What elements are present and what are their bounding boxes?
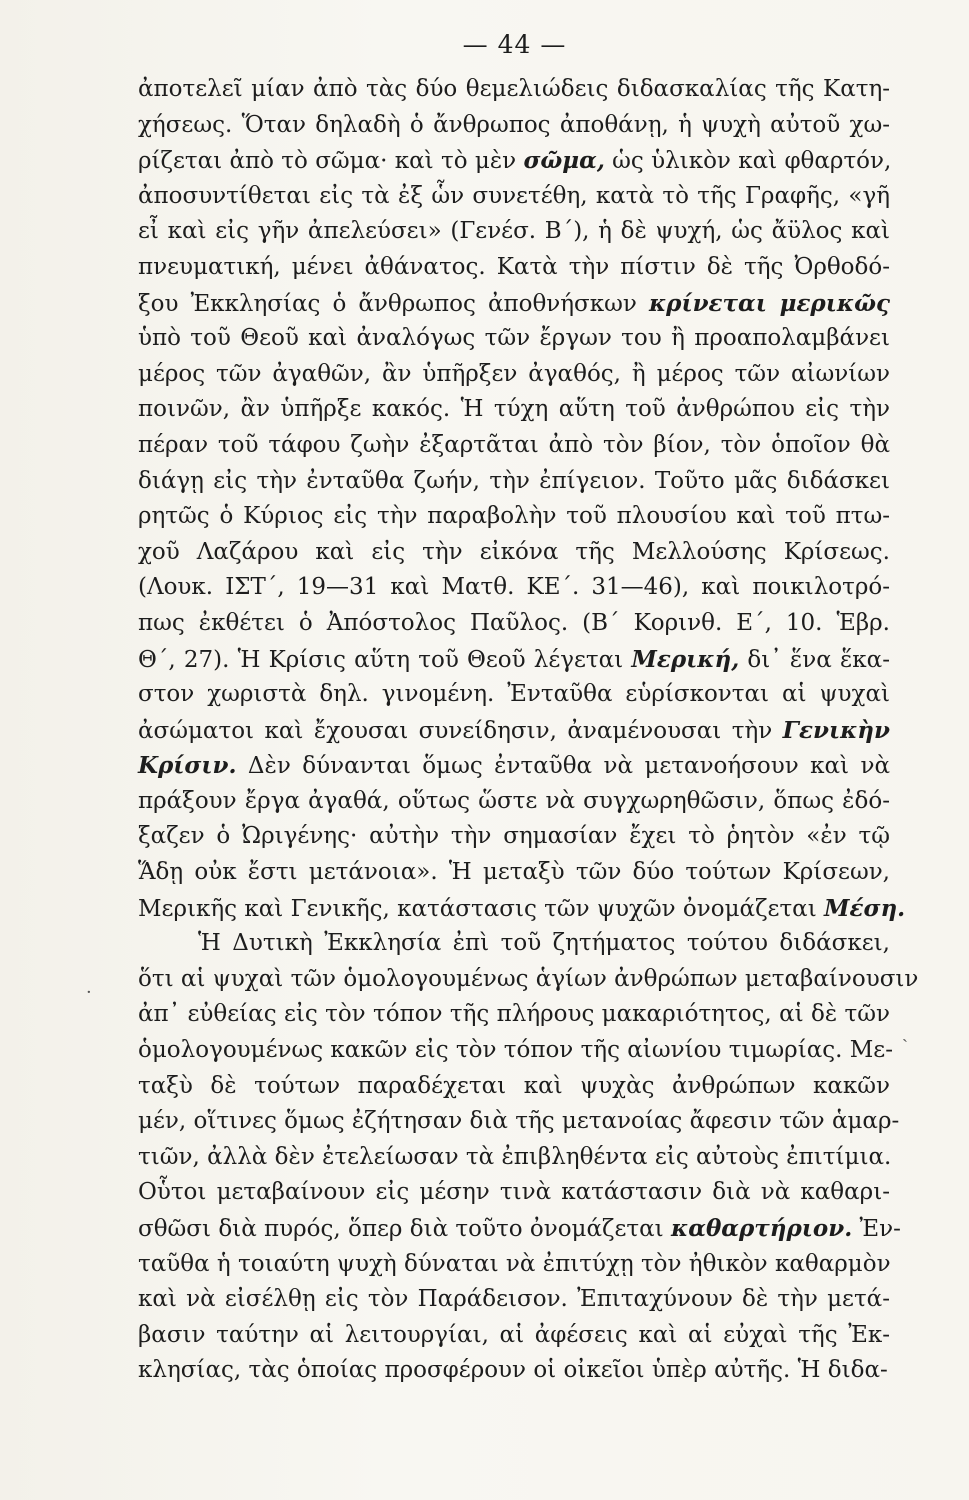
text-run: ἀπ᾿ εὐθείας εἰς τὸν τόπον τῆς πλήρους μακαριότητος, αἱ δὲ τῶν — [138, 1001, 890, 1028]
text-line — [138, 1140, 890, 1176]
text-run: ρητῶς ὁ Κύριος εἰς τὴν παραβολὴν τοῦ πλουσίου καὶ τοῦ πτω- — [138, 503, 890, 530]
text-run: εἶ καὶ εἰς γῆν ἀπελεύσει» (Γενέσ. Β΄), ἡ δὲ ψυχή, ὡς ἄϋλος καὶ — [138, 218, 890, 245]
text-run: Θ΄, 27). Ἡ Κρίσις αὕτη τοῦ Θεοῦ λέγεται — [138, 646, 632, 673]
text-run: κλησίας, τὰς ὁποίας προσφέρουν οἱ οἰκεῖοι ὑπὲρ αὐτῆς. Ἡ διδα- — [138, 1357, 888, 1384]
text-run: στον χωριστὰ δηλ. γινομένη. Ἐνταῦθα εὑρίσκονται αἱ ψυχαὶ — [138, 681, 890, 708]
text-run: ξου Ἐκκλησίας ὁ ἄνθρωπος ἀποθνήσκων — [138, 290, 649, 317]
text-run: Ἐν- — [852, 1216, 901, 1242]
text-run: Ἅδῃ οὐκ ἔστι μετάνοια». Ἡ μεταξὺ τῶν δύο τούτων Κρίσεων, — [138, 859, 890, 886]
text-run: ὅτι αἱ ψυχαὶ τῶν ὁμολογουμένως ἁγίων ἀνθρώπων μεταβαίνουσιν — [138, 965, 919, 992]
text-line — [138, 1069, 890, 1105]
emphasized-term: Μέση. — [824, 894, 906, 922]
text-run: πνευματική, μένει ἀθάνατος. Κατὰ τὴν πίστιν δὲ τῆς Ὀρθοδό- — [138, 253, 890, 280]
text-line — [138, 997, 890, 1033]
text-line — [138, 677, 890, 713]
text-run: ἀποσυντίθεται εἰς τὰ ἐξ ὧν συνετέθη, κατὰ τὸ τῆς Γραφῆς, «γῆ — [138, 182, 890, 209]
text-line — [138, 214, 890, 250]
text-run: μέρος τῶν ἀγαθῶν, ἂν ὑπῆρξεν ἀγαθός, ἢ μέρος τῶν αἰωνίων — [138, 360, 890, 387]
body-text — [138, 72, 919, 1389]
text-line — [138, 499, 890, 535]
text-line — [138, 1353, 890, 1389]
text-run: χήσεως. Ὅταν δηλαδὴ ὁ ἄνθρωπος ἀποθάνῃ, ἡ ψυχὴ αὐτοῦ χω- — [138, 111, 890, 138]
text-run: πράξουν ἔργα ἀγαθά, οὕτως ὥστε νὰ συγχωρηθῶσιν, ὅπως ἐδό- — [138, 787, 890, 814]
emphasized-term: κρίνεται μερικῶς — [648, 289, 890, 317]
text-line — [138, 819, 890, 855]
text-run: ἀποτελεῖ μίαν ἀπὸ τὰς δύο θεμελιώδεις διδασκαλίας τῆς Κατη- — [138, 76, 890, 102]
text-line — [138, 1247, 890, 1283]
text-line — [138, 1175, 890, 1211]
page-number: — 44 — — [462, 30, 567, 59]
text-line — [138, 1318, 890, 1354]
text-line — [138, 642, 890, 678]
emphasized-term: Κρίσιν. — [138, 752, 237, 780]
text-line — [138, 748, 890, 784]
text-run: διάγῃ εἰς τὴν ἐνταῦθα ζωήν, τὴν ἐπίγειον. Τοῦτο μᾶς διδάσκει — [138, 467, 890, 494]
emphasized-term: καθαρτήριον. — [671, 1215, 853, 1242]
text-line — [138, 428, 890, 464]
text-line — [138, 891, 906, 927]
text-line — [138, 179, 890, 215]
text-run: μέν, οἵτινες ὅμως ἐζήτησαν διὰ τῆς μετανοίας ἄφεσιν τῶν ἁμαρ- — [138, 1108, 900, 1135]
text-run: ξαζεν ὁ Ὠριγένης· αὐτὴν τὴν σημασίαν ἔχει τὸ ῥητὸν «ἐν τῷ — [138, 823, 890, 850]
text-line — [138, 464, 890, 500]
text-line — [138, 1104, 900, 1140]
emphasized-term: Μερική, — [631, 645, 740, 673]
text-run: βασιν ταύτην αἱ λειτουργίαι, αἱ ἀφέσεις καὶ αἱ εὐχαὶ τῆς Ἐκ- — [138, 1321, 890, 1348]
text-line — [138, 1211, 901, 1247]
text-run: ὁμολογουμένως κακῶν εἰς τὸν τόπον τῆς αἰωνίου τιμωρίας. Με- — [138, 1037, 893, 1064]
text-run: σθῶσι διὰ πυρός, ὅπερ διὰ τοῦτο ὀνομάζεται — [138, 1216, 671, 1242]
emphasized-term: Γενικὴν — [782, 716, 890, 744]
margin-dot: · — [86, 982, 92, 1003]
text-run: ὑπὸ τοῦ Θεοῦ καὶ ἀναλόγως τῶν ἔργων του ἢ προαπολαμβάνει — [138, 325, 890, 352]
text-run: δι᾿ ἕνα ἕκα- — [739, 646, 890, 673]
text-line — [138, 1033, 893, 1069]
text-run: ταξὺ δὲ τούτων παραδέχεται καὶ ψυχὰς ἀνθρώπων κακῶν — [138, 1072, 890, 1099]
text-run: ὡς ὑλικὸν καὶ φθαρτόν, — [604, 148, 892, 175]
text-line — [138, 321, 890, 357]
text-line — [138, 143, 890, 179]
text-line — [138, 250, 890, 286]
text-run: πως ἐκθέτει ὁ Ἀπόστολος Παῦλος. (Β΄ Κορινθ. Ε΄, 10. Ἑβρ. — [138, 609, 890, 636]
text-line — [138, 392, 890, 428]
emphasized-term: σῶμα, — [523, 147, 605, 175]
text-line — [138, 926, 890, 962]
text-line — [138, 108, 890, 144]
text-line — [138, 535, 890, 571]
text-line — [138, 962, 919, 998]
text-run: ποινῶν, ἂν ὑπῆρξε κακός. Ἡ τύχη αὕτη τοῦ ἀνθρώπου εἰς τὴν — [138, 396, 890, 423]
text-run: Μερικῆς καὶ Γενικῆς, κατάστασις τῶν ψυχῶν ὀνομάζεται — [138, 895, 825, 922]
text-line — [138, 357, 890, 393]
text-run: ταῦθα ἡ τοιαύτη ψυχὴ δύναται νὰ ἐπιτύχῃ τὸν ἠθικὸν καθαρμὸν — [138, 1250, 891, 1277]
text-line — [138, 855, 890, 891]
text-line — [138, 784, 890, 820]
text-run: Ἡ Δυτικὴ Ἐκκλησία ἐπὶ τοῦ ζητήματος τούτου διδάσκει, — [198, 930, 890, 957]
text-line — [138, 713, 890, 749]
text-run: (Λουκ. ΙΣΤ΄, 19—31 καὶ Ματθ. ΚΕ΄. 31—46), καὶ ποικιλοτρό- — [138, 574, 890, 601]
text-run: ἀσώματοι καὶ ἔχουσαι συνείδησιν, ἀναμένουσαι τὴν — [138, 717, 783, 744]
text-run: καὶ νὰ εἰσέλθῃ εἰς τὸν Παράδεισον. Ἐπιταχύνουν δὲ τὴν μετά- — [138, 1286, 890, 1313]
text-run: ρίζεται ἀπὸ τὸ σῶμα· καὶ τὸ μὲν — [138, 148, 524, 175]
text-run: Δὲν δύνανται ὅμως ἐνταῦθα νὰ μετανοήσουν καὶ νὰ — [236, 753, 890, 780]
margin-tick: ˏ — [902, 1022, 908, 1043]
text-run: χοῦ Λαζάρου καὶ εἰς τὴν εἰκόνα τῆς Μελλούσης Κρίσεως. — [138, 538, 890, 565]
text-line — [138, 1282, 890, 1318]
text-line — [138, 606, 890, 642]
text-line — [138, 570, 890, 606]
text-run: Οὗτοι μεταβαίνουν εἰς μέσην τινὰ κατάστασιν διὰ νὰ καθαρι- — [138, 1179, 890, 1206]
text-run: πέραν τοῦ τάφου ζωὴν ἐξαρτᾶται ἀπὸ τὸν βίον, τὸν ὁποῖον θὰ — [138, 431, 890, 458]
text-run: τιῶν, ἀλλὰ δὲν ἐτελείωσαν τὰ ἐπιβληθέντα εἰς αὐτοὺς ἐπιτίμια. — [138, 1143, 892, 1170]
text-line — [138, 286, 890, 322]
text-line — [138, 72, 890, 108]
